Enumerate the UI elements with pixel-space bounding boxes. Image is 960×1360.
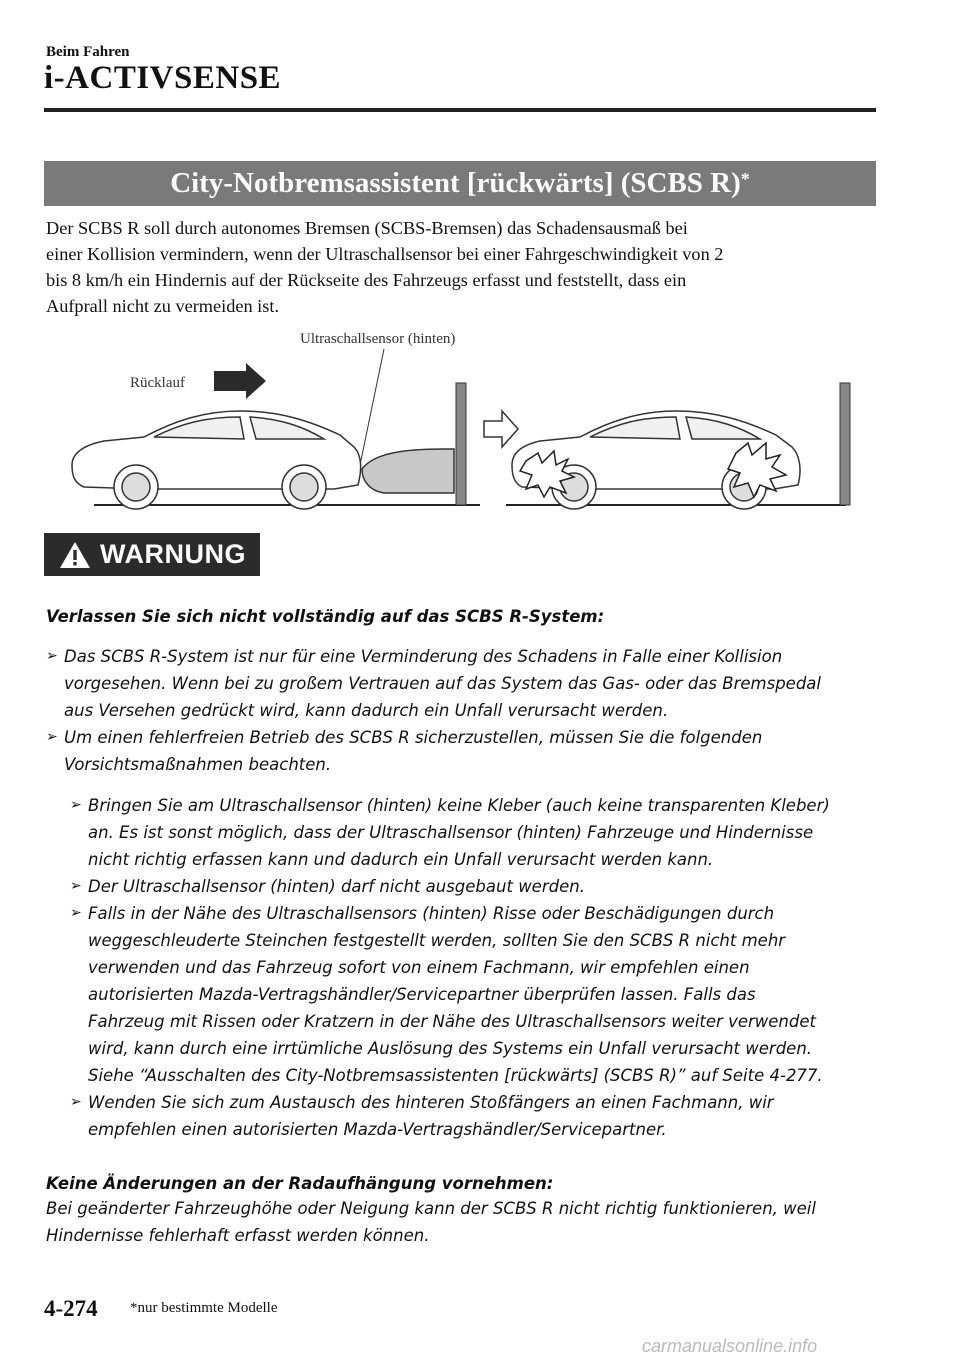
bullet-line: autorisierten Mazda-Vertragshändler/Servicepartner überprüfen lassen. Falls das [88,985,756,1004]
warning-badge-label: WARNUNG [100,539,246,569]
page-number: 4-274 [44,1296,98,1321]
paragraph-line: Bei geänderter Fahrzeughöhe oder Neigung kann der SCBS R nicht richtig funktionieren, weil [46,1199,816,1218]
page-title [44,161,876,206]
bullet-line: Siehe “Ausschalten des City-Notbremsassistenten [rückwärts] (SCBS R)” auf Seite 4-277. [88,1066,823,1085]
bullet-line: Das SCBS R-System ist nur für eine Verminderung des Schadens in Falle einer Kollision [64,647,783,666]
bullet-line: verwenden und das Fahrzeug sofort von einem Fachmann, wir empfehlen einen [88,958,750,977]
warning-bullet [46,724,876,778]
bullet-arrow-icon: ➢ [46,729,58,745]
intro-line: Aufprall nicht zu vermeiden ist. [46,296,280,316]
obstacle-pole-left [456,383,466,505]
bullet-line: Vorsichtsmaßnahmen beachten. [64,755,332,774]
reverse-arrow-icon [214,363,266,399]
warning-heading: Verlassen Sie sich nicht vollständig auf das SCBS R-System: [46,607,605,626]
sensor-detection-area [362,449,454,493]
section-label: Beim Fahren [46,44,130,60]
bullet-arrow-icon: ➢ [70,878,82,894]
transition-arrow-icon [484,411,518,447]
bullet-arrow-icon: ➢ [70,797,82,813]
bullet-line: empfehlen einen autorisierten Mazda-Vertragshändler/Servicepartner. [88,1120,667,1139]
bullet-line: Um einen fehlerfreien Betrieb des SCBS R sicherzustellen, müssen Sie die folgenden [64,728,763,747]
warning-triangle-icon [58,540,92,570]
label-sensor: Ultraschallsensor (hinten) [300,331,456,347]
footnote: *nur bestimmte Modelle [130,1300,278,1316]
title-asterisk: * [740,169,750,189]
warning-sub-bullet [70,792,876,873]
bullet-arrow-icon: ➢ [46,648,58,664]
paragraph-line: Hindernisse fehlerhaft erfasst werden können. [46,1226,430,1245]
bullet-line: Falls in der Nähe des Ultraschallsensors (hinten) Risse oder Beschädigungen durch [88,904,775,923]
chapter-title: i-ACTIVSENSE [44,60,282,96]
warning-sub-bullet [70,873,876,900]
scbs-illustration [44,325,876,515]
page-title-text: City-Notbremsassistent [rückwärts] (SCBS R) [170,167,741,199]
obstacle-pole-right [840,383,850,505]
bullet-line: Wenden Sie sich zum Austausch des hinteren Stoßfängers an einen Fachmann, wir [88,1093,774,1112]
bullet-line: nicht richtig erfassen kann und dadurch ein Unfall verursacht werden kann. [88,850,714,869]
intro-line: Der SCBS R soll durch autonomes Bremsen (SCBS-Bremsen) das Schadensausmaß bei [46,218,688,238]
bullet-line: vorgesehen. Wenn bei zu großem Vertrauen auf das System das Gas- oder das Bremspedal [64,674,821,693]
warning-sub-bullet [70,1089,876,1143]
bullet-arrow-icon: ➢ [70,905,82,921]
watermark: carmanualsonline.info [642,1336,818,1356]
label-reverse: Rücklauf [130,375,185,391]
intro-line: einer Kollision vermindern, wenn der Ultraschallsensor bei einer Fahrgeschwindigkeit von 2 [46,244,724,264]
warning-bullet [46,643,876,724]
warning-sub-bullet [70,900,876,1089]
warning-badge [44,533,260,576]
bullet-line: an. Es ist sonst möglich, dass der Ultraschallsensor (hinten) Fahrzeuge und Hindernisse [88,823,814,842]
bullet-line: Fahrzeug mit Rissen oder Kratzern in der Nähe des Ultraschallsensors weiter verwendet [88,1012,816,1031]
sensor-leader-line [360,349,384,465]
intro-line: bis 8 km/h ein Hindernis auf der Rückseite des Fahrzeugs erfasst und feststellt, dass ein [46,270,687,290]
suspension-paragraph [46,1195,876,1249]
bullet-line: Bringen Sie am Ultraschallsensor (hinten) keine Kleber (auch keine transparenten Kleber) [88,796,830,815]
header-rule [44,108,876,112]
bullet-line: Der Ultraschallsensor (hinten) darf nicht ausgebaut werden. [88,877,585,896]
bullet-line: weggeschleuderte Steinchen festgestellt werden, sollten Sie den SCBS R nicht mehr [88,931,786,950]
bullet-line: wird, kann durch eine irrtümliche Auslösung des Systems ein Unfall verursacht werden. [88,1039,813,1058]
suspension-heading: Keine Änderungen an der Radaufhängung vornehmen: [46,1174,554,1193]
car-before-icon [72,411,361,509]
bullet-arrow-icon: ➢ [70,1094,82,1110]
bullet-line: aus Versehen gedrückt wird, kann dadurch ein Unfall verursacht werden. [64,701,669,720]
intro-paragraph [46,215,881,319]
